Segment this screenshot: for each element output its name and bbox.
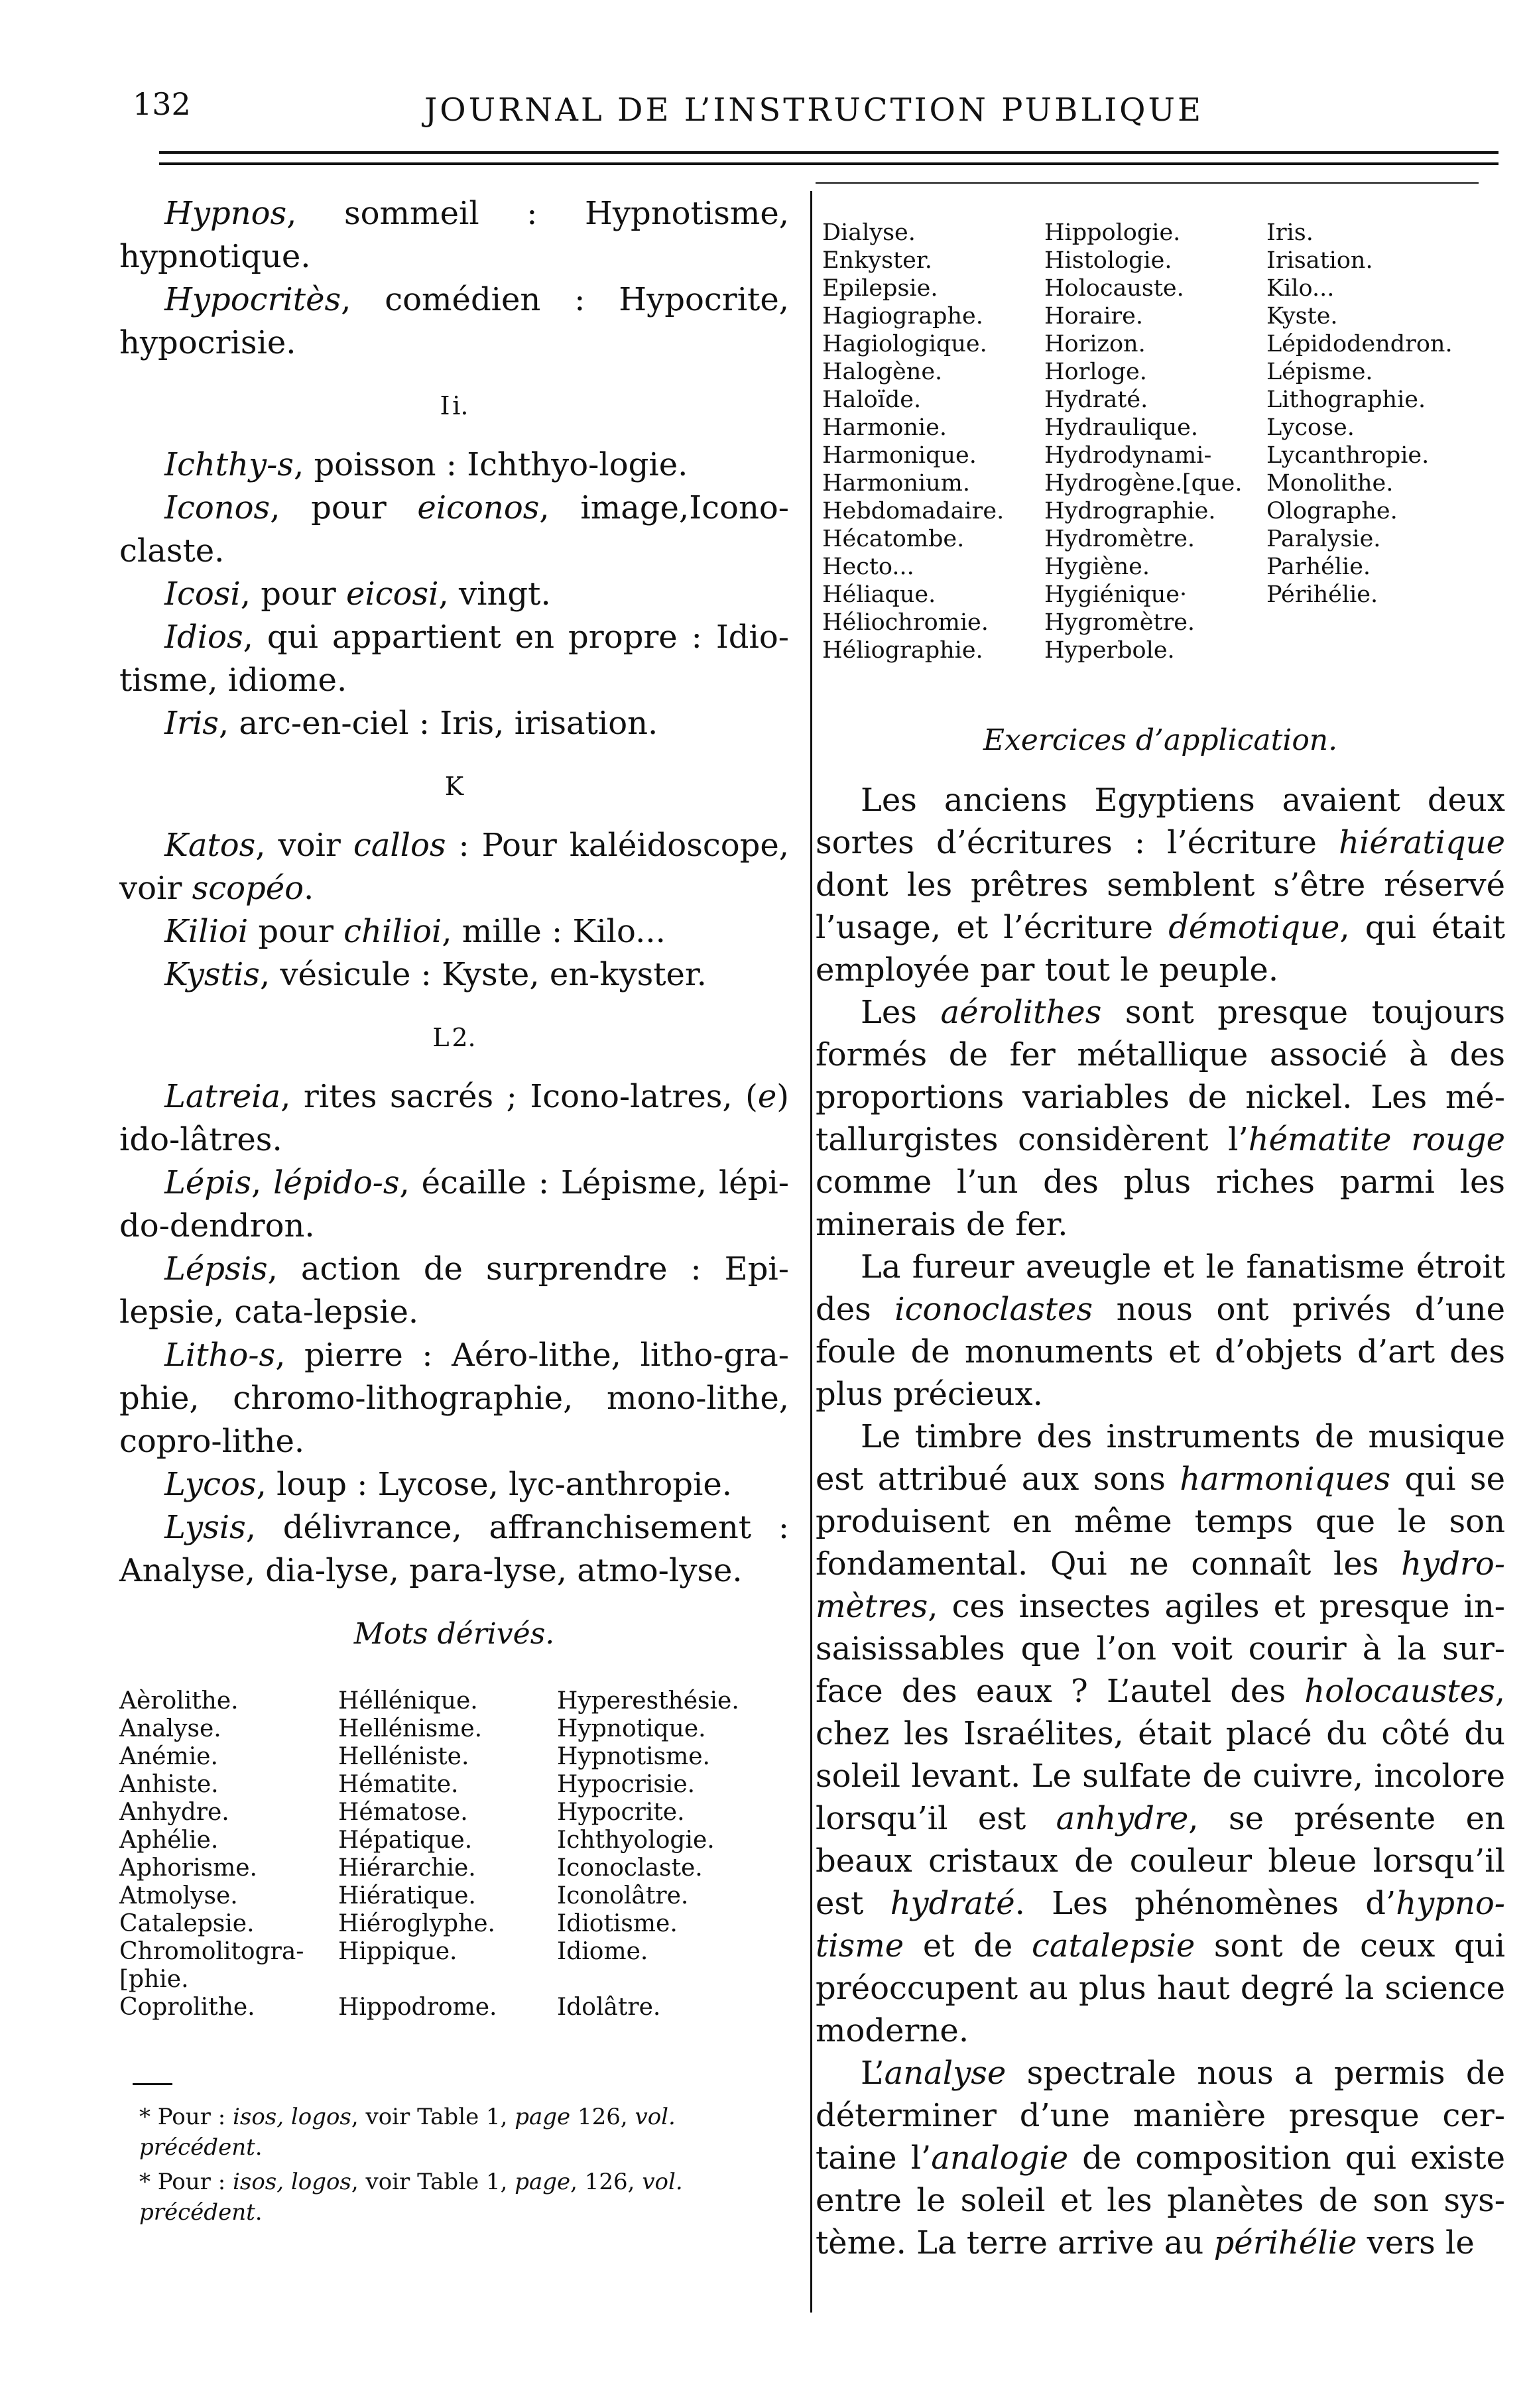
lexical-entry: Iris, arc-en-ciel : Iris, irisation. <box>164 705 658 742</box>
footnote-separator <box>133 2083 172 2085</box>
word-item: Hiérarchie. <box>338 1854 476 1882</box>
lexical-entry: Latreia, rites sacrés ; Icono-latres, (e) ido-lâtres. <box>119 1078 789 1158</box>
lexical-entry: Lycos, loup : Lycose, lyc-anthropie. <box>164 1466 733 1503</box>
right-column <box>816 719 1505 2264</box>
word-item: Analyse. <box>119 1715 221 1742</box>
word-item: Lycanthropie. <box>1266 442 1430 469</box>
word-item: Horaire. <box>1044 303 1143 330</box>
word-item: Aphorisme. <box>119 1854 257 1882</box>
word-item: Hypocrisie. <box>557 1771 696 1798</box>
word-item: Ichthyologie. <box>557 1827 715 1854</box>
word-item: Hyperesthésie. <box>557 1687 739 1715</box>
lexical-entry: Lépis, lépido-s, écaille : Lépisme, lépido-dendron. <box>119 1164 789 1244</box>
lexical-entry: Kilioi pour chilioi, mille : Kilo... <box>164 913 666 950</box>
exercises-heading: Exercices d’application. <box>983 723 1338 757</box>
word-item: Hiératique. <box>338 1882 476 1909</box>
word-item: Atmolyse. <box>119 1882 238 1909</box>
word-item: Héliochromie. <box>822 609 989 636</box>
word-item: Hellénisme. <box>338 1715 483 1742</box>
word-item: Lycose. <box>1266 414 1355 441</box>
section-letter-l: L 2. <box>432 1023 476 1052</box>
word-item: Horizon. <box>1044 331 1146 357</box>
word-item: Catalepsie. <box>119 1910 255 1937</box>
lexical-entry: Katos, voir callos : Pour kaléidoscope, voir scopéo. <box>119 827 790 907</box>
word-item: Hématose. <box>338 1799 468 1826</box>
exercise-paragraph: Les aérolithes sont presque toujours formés de fer métallique associé à des proportions variables de nickel. Les métallurgistes considèrent l’hématite rouge comme l’un des plus riches parmi les minerais de fer. <box>816 994 1506 1243</box>
lexical-entry: Hypnos, sommeil : Hypnotisme, hypnotique. <box>119 195 789 275</box>
word-item: Hypnotique. <box>557 1715 706 1742</box>
word-item: Périhélie. <box>1266 581 1378 608</box>
entries-h <box>119 192 789 365</box>
word-item <box>338 1966 557 1994</box>
word-column-4 <box>822 219 1044 664</box>
continued-words-list <box>822 219 1505 664</box>
word-column-6 <box>1266 219 1505 664</box>
word-item: Harmonique. <box>822 442 977 469</box>
word-item: Héllénique. <box>338 1687 478 1715</box>
lexical-entry: Hypocritès, comédien : Hypocrite, hypocrisie. <box>119 281 789 361</box>
word-item: Lithographie. <box>1266 387 1426 413</box>
running-head: JOURNAL DE L’INSTRUCTION PUBLIQUE <box>424 91 1204 129</box>
word-item: Enkyster. <box>822 247 932 274</box>
lexical-entry: Idios, qui appartient en propre : Idiotisme, idiome. <box>119 619 789 699</box>
exercise-paragraph: L’analyse spectrale nous a permis de déterminer d’une manière presque certaine l’analogie de composition qui existe entre le soleil et les planètes de son système. La terre arrive au périhélie vers le <box>816 2055 1505 2261</box>
entries-k <box>119 824 789 996</box>
word-item: Hyperbole. <box>1044 637 1175 664</box>
page-number: 132 <box>133 86 191 122</box>
word-item: Hydraulique. <box>1044 414 1199 441</box>
word-item: Héliographie. <box>822 637 983 664</box>
right-column-top-rule <box>816 182 1479 184</box>
word-item: Hécatombe. <box>822 526 965 552</box>
entries-i <box>119 444 789 745</box>
word-item: Halogène. <box>822 359 943 385</box>
word-item: Horloge. <box>1044 359 1147 385</box>
word-column-1 <box>119 1687 338 2021</box>
exercise-paragraphs <box>816 779 1505 2264</box>
word-item: Chromolitogra- <box>119 1938 304 1965</box>
word-item: Hippologie. <box>1044 219 1181 246</box>
word-item <box>1266 609 1505 636</box>
word-item: Monolithe. <box>1266 470 1394 497</box>
word-item: Histologie. <box>1044 247 1172 274</box>
lexical-entry: Ichthy-s, poisson : Ichthyo-logie. <box>164 446 688 483</box>
word-item: Idolâtre. <box>557 1994 661 2021</box>
header-rule-secondary <box>159 162 1498 165</box>
word-item: Haloïde. <box>822 387 922 413</box>
word-column-2 <box>338 1687 557 2021</box>
word-item: Hagiologique. <box>822 331 987 357</box>
word-item: Hygiénique· <box>1044 581 1188 608</box>
word-item: Hydrographie. <box>1044 498 1216 524</box>
lexical-entry: Icosi, pour eicosi, vingt. <box>164 575 551 613</box>
word-item: Hydromètre. <box>1044 526 1195 552</box>
footnotes <box>119 2102 789 2232</box>
word-item: Iconolâtre. <box>557 1882 689 1909</box>
word-item: Hygromètre. <box>1044 609 1195 636</box>
word-item: Hebdomadaire. <box>822 498 1005 524</box>
word-item: Harmonium. <box>822 470 970 497</box>
word-item: Hecto... <box>822 554 914 580</box>
word-item: Hagiographe. <box>822 303 983 330</box>
word-item: [phie. <box>119 1966 189 1993</box>
word-item: Helléniste. <box>338 1743 469 1770</box>
word-item: Hippique. <box>338 1938 458 1965</box>
word-item: Kilo... <box>1266 275 1335 302</box>
entries-l <box>119 1075 789 1593</box>
word-item: Hydrodynami- <box>1044 442 1212 469</box>
word-item <box>1266 636 1505 664</box>
word-item: Lépidodendron. <box>1266 331 1453 357</box>
word-item: Hypnotisme. <box>557 1743 710 1770</box>
word-item: Aèrolithe. <box>119 1687 239 1715</box>
word-item: Harmonie. <box>822 414 947 441</box>
header-rule <box>159 151 1498 154</box>
word-item: Hypocrite. <box>557 1799 685 1826</box>
word-item: Hématite. <box>338 1771 459 1798</box>
footnote: * Pour : isos, logos, voir Table 1, page 126, vol. précédent. <box>139 2104 676 2161</box>
exercise-paragraph: Le timbre des instruments de musique est attribué aux sons harmoniques qui se produisent en même temps que le son fondamental. Qui ne connaît les hydromètres, ces insectes agiles et presque insaisissables que l’on voit courir à la surface des eaux ? L’autel des holocaustes, chez les Israélites, était placé du côté du soleil levant. Le sulfate de cuivre, incolore lorsqu’il est anhydre, se présente en beaux cristaux de couleur bleue lorsqu’il est hydraté. Les phénomènes d’hypnotisme et de catalepsie sont de ceux qui préoccupent au plus haut degré la science moderne. <box>816 1418 1505 2049</box>
word-item: Paralysie. <box>1266 526 1381 552</box>
exercise-paragraph: Les anciens Egyptiens avaient deux sortes d’écritures : l’écriture hiératique dont les prêtres semblent s’être réservé l’usage, et l’écriture démotique, qui était employée par tout le peuple. <box>816 782 1506 989</box>
word-item: Coprolithe. <box>119 1994 255 2021</box>
word-item: Epilepsie. <box>822 275 938 302</box>
exercise-paragraph: La fureur aveugle et le fanatisme étroit des iconoclastes nous ont privés d’une foule de monuments et d’objets d’art des plus précieux. <box>816 1248 1506 1413</box>
section-letter-k: K <box>444 772 464 801</box>
word-item: Kyste. <box>1266 303 1338 330</box>
word-item: Anémie. <box>119 1743 218 1770</box>
lexical-entry: Iconos, pour eiconos, image,Icono-claste. <box>119 489 789 570</box>
word-item: Hépatique. <box>338 1827 473 1854</box>
word-item: Hiéroglyphe. <box>338 1910 495 1937</box>
lexical-entry: Lysis, délivrance, affranchisement : Analyse, dia-lyse, para-lyse, atmo-lyse. <box>119 1509 789 1589</box>
column-divider <box>810 191 812 2313</box>
word-column-5 <box>1044 219 1266 664</box>
word-item: Héliaque. <box>822 581 936 608</box>
word-item: Anhiste. <box>119 1771 219 1798</box>
word-item <box>557 1966 789 1994</box>
derived-words-list <box>119 1687 789 2021</box>
word-item: Irisation. <box>1266 247 1373 274</box>
word-item: Parhélie. <box>1266 554 1371 580</box>
lexical-entry: Litho-s, pierre : Aéro-lithe, litho-graphie, chromo-lithographie, mono-lithe, copro-lithe. <box>119 1337 789 1460</box>
word-column-3 <box>557 1687 789 2021</box>
lexical-entry: Kystis, vésicule : Kyste, en-kyster. <box>164 956 707 993</box>
word-item: Dialyse. <box>822 219 916 246</box>
word-item: Hippodrome. <box>338 1994 497 2021</box>
lexical-entry: Lépsis, action de surprendre : Epilepsie, cata-lepsie. <box>119 1250 789 1331</box>
word-item: Iconoclaste. <box>557 1854 703 1882</box>
word-item: Holocauste. <box>1044 275 1184 302</box>
word-item: Hydrogène.[que. <box>1044 470 1243 497</box>
word-item: Aphélie. <box>119 1827 219 1854</box>
word-item: Lépisme. <box>1266 359 1373 385</box>
left-column <box>119 192 789 1669</box>
footnote: * Pour : isos, logos, voir Table 1, page, 126, vol. précédent. <box>139 2169 683 2226</box>
word-item: Olographe. <box>1266 498 1398 524</box>
section-letter-i: I i. <box>440 391 469 420</box>
word-item: Idiotisme. <box>557 1910 678 1937</box>
word-item: Iris. <box>1266 219 1314 246</box>
word-item: Hygiène. <box>1044 554 1150 580</box>
word-item: Anhydre. <box>119 1799 229 1826</box>
derived-words-heading: Mots dérivés. <box>353 1617 555 1651</box>
word-item: Hydraté. <box>1044 387 1148 413</box>
word-item: Idiome. <box>557 1938 648 1965</box>
